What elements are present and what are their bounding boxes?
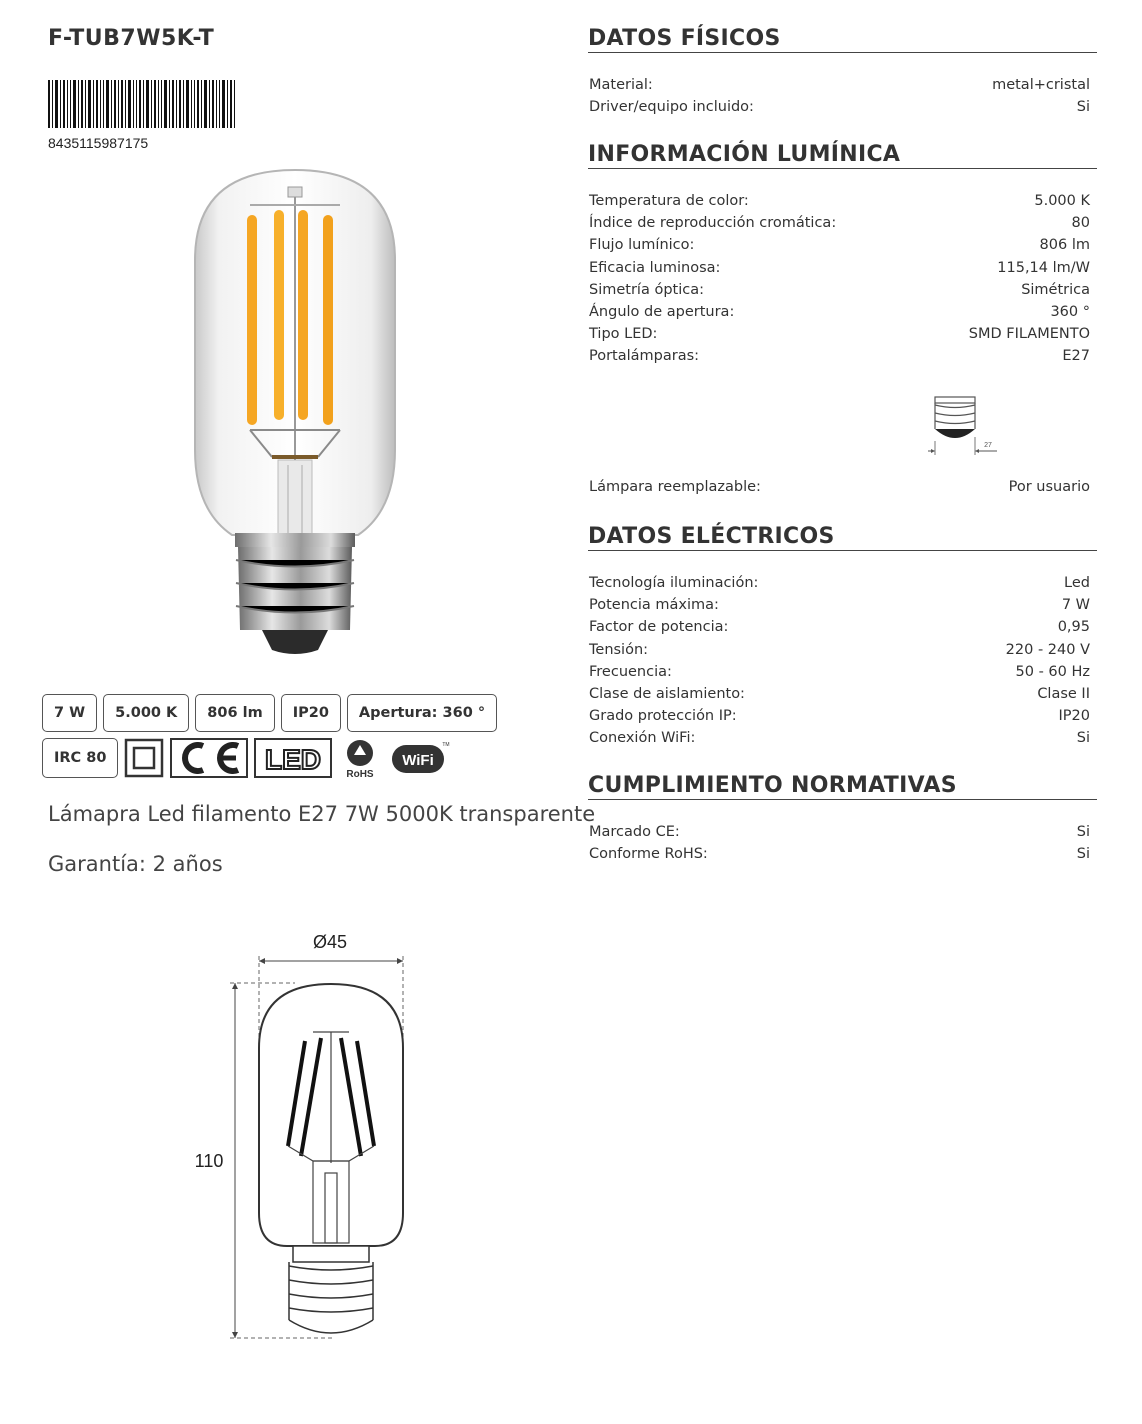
socket-width-label: 27 <box>984 442 992 449</box>
spec-label: Driver/equipo incluido: <box>589 99 754 116</box>
spec-label: Factor de potencia: <box>589 619 729 636</box>
spec-row <box>588 74 1097 96</box>
section-datos-fisicos <box>588 26 1097 118</box>
spec-value: 220 - 240 V <box>1005 641 1090 658</box>
spec-value: Led <box>1064 575 1090 591</box>
spec-row <box>588 843 1097 865</box>
tm-text: TM <box>442 742 451 748</box>
spec-label: Eficacia luminosa: <box>589 259 721 276</box>
certification-badges <box>42 738 452 778</box>
spec-label: Lámpara reemplazable: <box>589 479 761 495</box>
spec-value: IP20 <box>1058 708 1090 725</box>
spec-value: Si <box>1076 99 1090 116</box>
height-label: 110 <box>194 1151 224 1171</box>
badge-ip: IP20 <box>281 694 341 732</box>
spec-value: 360 ° <box>1050 304 1090 321</box>
rohs-text: RoHS <box>346 769 375 779</box>
barcode-image <box>48 80 238 128</box>
spec-row <box>588 821 1097 843</box>
ce-mark-icon <box>170 738 248 778</box>
spec-label: Marcado CE: <box>589 824 680 840</box>
spec-label: Clase de aislamiento: <box>589 686 745 703</box>
spec-value: 80 <box>1071 215 1090 232</box>
spec-row <box>588 616 1097 638</box>
warranty: Garantía: 2 años <box>48 852 223 876</box>
spec-row <box>588 661 1097 683</box>
spec-row <box>588 96 1097 118</box>
diameter-label: Ø45 <box>312 932 348 952</box>
spec-label: Simetría óptica: <box>589 281 704 298</box>
spec-label: Conexión WiFi: <box>589 730 696 747</box>
wifi-icon <box>388 738 452 778</box>
spec-value: 50 - 60 Hz <box>1015 663 1090 680</box>
spec-label: Conforme RoHS: <box>589 846 708 863</box>
spec-list-fisicos <box>588 74 1097 118</box>
spec-list-normativas <box>588 821 1097 865</box>
spec-label: Potencia máxima: <box>589 597 719 614</box>
section-title-electricos: DATOS ELÉCTRICOS <box>588 524 1097 551</box>
spec-label: Tensión: <box>589 641 649 658</box>
spec-list-electricos <box>588 572 1097 750</box>
spec-value: 806 lm <box>1039 237 1090 254</box>
spec-label: Tecnología iluminación: <box>589 575 759 591</box>
spec-value: 0,95 <box>1057 619 1090 636</box>
spec-row <box>588 190 1097 212</box>
spec-row <box>588 279 1097 301</box>
wifi-text: WiFi <box>402 752 435 769</box>
spec-value: Si <box>1076 730 1090 747</box>
spec-row <box>588 594 1097 616</box>
dimension-drawing <box>185 928 425 1348</box>
section-informacion-luminica <box>588 142 1097 368</box>
section-title-fisicos: DATOS FÍSICOS <box>588 26 1097 53</box>
spec-row <box>588 639 1097 661</box>
badge-irc: IRC 80 <box>42 738 118 778</box>
spec-label: Flujo lumínico: <box>589 237 695 254</box>
spec-value: metal+cristal <box>992 77 1090 93</box>
barcode-number: 8435115987175 <box>48 135 149 151</box>
spec-row <box>588 683 1097 705</box>
rohs-icon <box>338 738 382 778</box>
spec-row <box>588 476 1097 498</box>
spec-row <box>588 212 1097 234</box>
spec-row <box>588 301 1097 323</box>
class-ii-icon <box>124 738 164 778</box>
product-code: F-TUB7W5K-T <box>48 26 215 51</box>
e27-socket-icon <box>922 393 1002 457</box>
spec-label: Índice de reproducción cromática: <box>589 215 837 232</box>
spec-value: Si <box>1076 846 1090 863</box>
badge-power: 7 W <box>42 694 97 732</box>
spec-row <box>588 323 1097 345</box>
badge-color-temp: 5.000 K <box>103 694 189 732</box>
spec-value: E27 <box>1062 348 1090 365</box>
spec-label: Frecuencia: <box>589 663 672 680</box>
led-icon <box>254 738 332 778</box>
badge-beam-angle: Apertura: 360 ° <box>347 694 497 732</box>
spec-row <box>588 705 1097 727</box>
section-datos-electricos <box>588 524 1097 750</box>
feature-badges <box>42 694 497 732</box>
section-cumplimiento-normativas <box>588 773 1097 865</box>
spec-value: Simétrica <box>1021 281 1090 298</box>
section-title-normativas: CUMPLIMIENTO NORMATIVAS <box>588 773 1097 800</box>
replaceable-row <box>588 476 1097 498</box>
spec-value: 7 W <box>1061 597 1090 614</box>
spec-value: Clase II <box>1037 686 1090 703</box>
spec-list-luminica <box>588 190 1097 368</box>
spec-label: Material: <box>589 77 653 93</box>
spec-value: 5.000 K <box>1034 193 1090 209</box>
bulb-photo <box>190 165 400 660</box>
spec-row <box>588 257 1097 279</box>
spec-row <box>588 727 1097 749</box>
spec-label: Grado protección IP: <box>589 708 737 725</box>
spec-value: Si <box>1076 824 1090 840</box>
spec-row <box>588 234 1097 256</box>
spec-row <box>588 572 1097 594</box>
section-title-luminica: INFORMACIÓN LUMÍNICA <box>588 142 1097 169</box>
product-description: Lámapra Led filamento E27 7W 5000K transparente <box>48 802 596 826</box>
spec-label: Portalámparas: <box>589 348 700 365</box>
spec-label: Tipo LED: <box>589 326 658 343</box>
spec-label: Temperatura de color: <box>589 193 749 209</box>
led-text: LED <box>265 744 322 775</box>
spec-value: 115,14 lm/W <box>997 259 1090 276</box>
spec-value: Por usuario <box>1008 479 1090 495</box>
spec-row <box>588 345 1097 367</box>
spec-label: Ángulo de apertura: <box>589 304 735 321</box>
spec-value: SMD FILAMENTO <box>968 326 1090 343</box>
badge-lumens: 806 lm <box>195 694 274 732</box>
